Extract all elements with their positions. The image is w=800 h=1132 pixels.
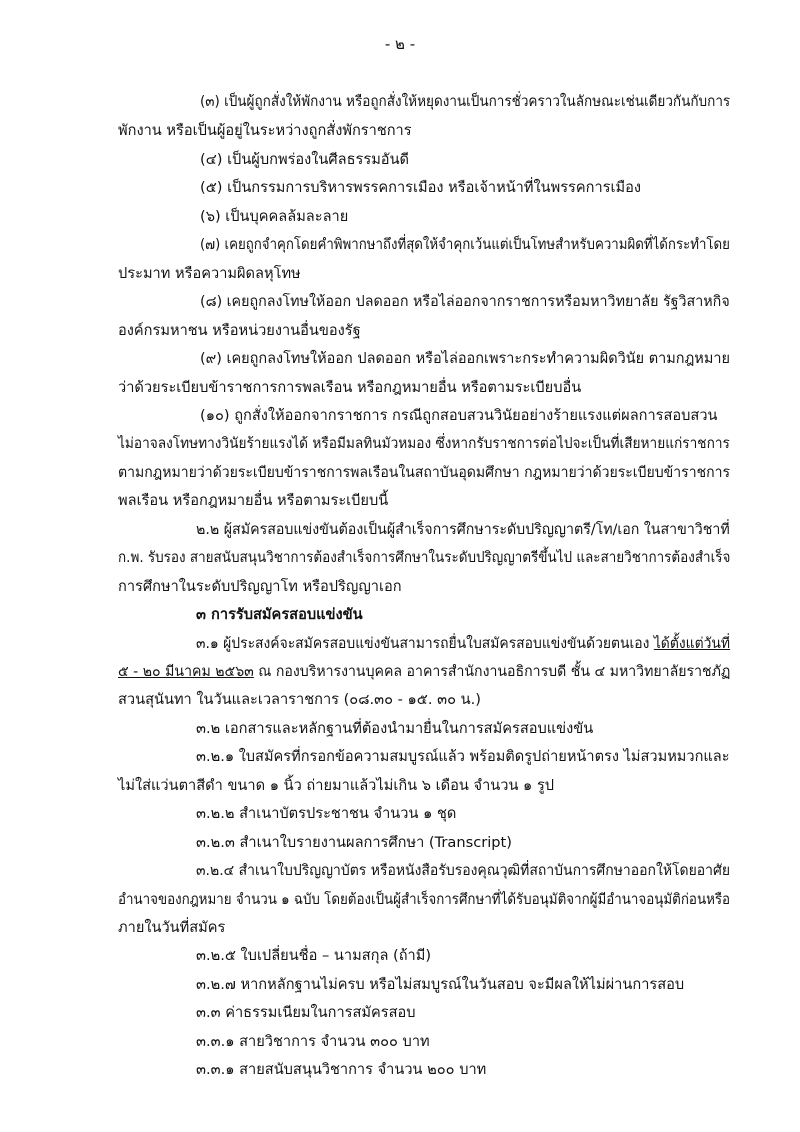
text-line: ประมาท หรือความผิดลหุโทษ bbox=[118, 265, 301, 282]
text-line: ไม่อาจลงโทษทางวินัยร้ายแรงได้ หรือมีมลทินมัวหมอง ซึ่งหากรับราชการต่อไปจะเป็นที่เสียหายแก่ราชการ bbox=[118, 435, 730, 452]
text-line: ๓.๓.๑ สายวิชาการ จำนวน ๓๐๐ บาท bbox=[196, 1033, 430, 1050]
text-line: ๓.๒.๒ สำเนาบัตรประชาชน จำนวน ๑ ชุด bbox=[196, 805, 457, 822]
text-line: ๓.๓.๑ สายสนับสนุนวิชาการ จำนวน ๒๐๐ บาท bbox=[196, 1061, 487, 1078]
text-line: ๓.๒.๕ ใบเปลี่ยนชื่อ – นามสกุล (ถ้ามี) bbox=[196, 947, 432, 964]
text-line bbox=[118, 662, 730, 682]
text-line: ๓.๒.๔ สำเนาใบปริญญาบัตร หรือหนังสือรับรองคุณวุฒิที่สถาบันการศึกษาออกให้โดยอาศัย bbox=[196, 862, 731, 879]
text-line: (๗) เคยถูกจำคุกโดยคำพิพากษาถึงที่สุดให้จำคุกเว้นแต่เป็นโทษสำหรับความผิดที่ได้กระทำโดย bbox=[200, 236, 730, 253]
text-line: อำนาจของกฎหมาย จำนวน ๑ ฉบับ โดยต้องเป็นผู้สำเร็จการศึกษาที่ได้รับอนุมัติจากผู้มีอำนาจอนุมัติก่อนหรือ bbox=[118, 891, 731, 908]
underlined-date-text: ๕ - ๒๐ มีนาคม ๒๕๖๓ bbox=[118, 663, 254, 680]
text-line: ๓.๒.๓ สำเนาใบรายงานผลการศึกษา (Transcript) bbox=[196, 834, 512, 851]
text-line: ว่าด้วยระเบียบข้าราชการการพลเรือน หรือกฎหมายอื่น หรือตามระเบียบอื่น bbox=[118, 379, 582, 396]
text-line bbox=[196, 634, 730, 654]
text-line: (๔) เป็นผู้บกพร่องในศีลธรรมอันดี bbox=[200, 151, 410, 168]
text-line: ๒.๒ ผู้สมัครสอบแข่งขันต้องเป็นผู้สำเร็จการศึกษาระดับปริญญาตรี/โท/เอก ในสาขาวิชาที่ bbox=[196, 521, 730, 538]
text-line: (๘) เคยถูกลงโทษให้ออก ปลดออก หรือไล่ออกจากราชการหรือมหาวิทยาลัย รัฐวิสาหกิจ bbox=[200, 293, 730, 310]
section-heading: ๓ การรับสมัครสอบแข่งขัน bbox=[196, 606, 363, 623]
underlined-date-text: ได้ตั้งแต่วันที่ bbox=[653, 635, 731, 652]
text-line: ๓.๒ เอกสารและหลักฐานที่ต้องนำมายื่นในการสมัครสอบแข่งขัน bbox=[196, 720, 594, 737]
text-line: พักงาน หรือเป็นผู้อยู่ในระหว่างถูกสั่งพักราชการ bbox=[118, 122, 412, 139]
text-line: พลเรือน หรือกฎหมายอื่น หรือตามระเบียบนี้ bbox=[118, 492, 389, 509]
page-number: - ๒ - bbox=[384, 35, 416, 53]
text-line: (๓) เป็นผู้ถูกสั่งให้พักงาน หรือถูกสั่งให้หยุดงานเป็นการชั่วคราวในลักษณะเช่นเดียวกันกับการ bbox=[200, 93, 731, 110]
text-line: ๓.๒.๗ หากหลักฐานไม่ครบ หรือไม่สมบูรณ์ในวันสอบ จะมีผลให้ไม่ผ่านการสอบ bbox=[196, 976, 685, 993]
text-line: ก.พ. รับรอง สายสนับสนุนวิชาการต้องสำเร็จการศึกษาในระดับปริญญาตรีขึ้นไป และสายวิชาการต้องสำเร็จ bbox=[118, 549, 731, 566]
text-line: (๙) เคยถูกลงโทษให้ออก ปลดออก หรือไล่ออกเพราะกระทำความผิดวินัย ตามกฎหมาย bbox=[200, 350, 731, 367]
text-line: องค์กรมหาชน หรือหน่วยงานอื่นของรัฐ bbox=[118, 322, 361, 339]
text-segment: ณ กองบริหารงานบุคคล อาคารสำนักงานอธิการบดี ชั้น ๔ มหาวิทยาลัยราชภัฏ bbox=[253, 663, 731, 680]
text-line: ไม่ใส่แว่นตาสีดำ ขนาด ๑ นิ้ว ถ่ายมาแล้วไม่เกิน ๖ เดือน จำนวน ๑ รูป bbox=[118, 777, 555, 794]
text-line: ตามกฎหมายว่าด้วยระเบียบข้าราชการพลเรือนในสถาบันอุดมศึกษา กฎหมายว่าด้วยระเบียบข้าราชการ bbox=[118, 464, 731, 481]
text-line: (๖) เป็นบุคคลล้มละลาย bbox=[200, 208, 349, 225]
text-line: (๑๐) ถูกสั่งให้ออกจากราชการ กรณีถูกสอบสวนวินัยอย่างร้ายแรงแต่ผลการสอบสวน bbox=[200, 407, 718, 424]
text-line: ๓.๓ ค่าธรรมเนียมในการสมัครสอบ bbox=[196, 1004, 416, 1021]
text-line: การศึกษาในระดับปริญญาโท หรือปริญญาเอก bbox=[118, 578, 402, 595]
text-segment: ๓.๑ ผู้ประสงค์จะสมัครสอบแข่งขันสามารถยื่นใบสมัครสอบแข่งขันด้วยตนเอง bbox=[196, 635, 654, 652]
text-line: สวนสุนันทา ในวันและเวลาราชการ (๐๘.๓๐ - ๑๕. ๓๐ น.) bbox=[118, 691, 481, 708]
text-line: ภายในวันที่สมัคร bbox=[118, 919, 226, 936]
text-line: ๓.๒.๑ ใบสมัครที่กรอกข้อความสมบูรณ์แล้ว พร้อมติดรูปถ่ายหน้าตรง ไม่สวมหมวกและ bbox=[196, 748, 730, 765]
text-line: (๕) เป็นกรรมการบริหารพรรคการเมือง หรือเจ้าหน้าที่ในพรรคการเมือง bbox=[200, 179, 642, 196]
